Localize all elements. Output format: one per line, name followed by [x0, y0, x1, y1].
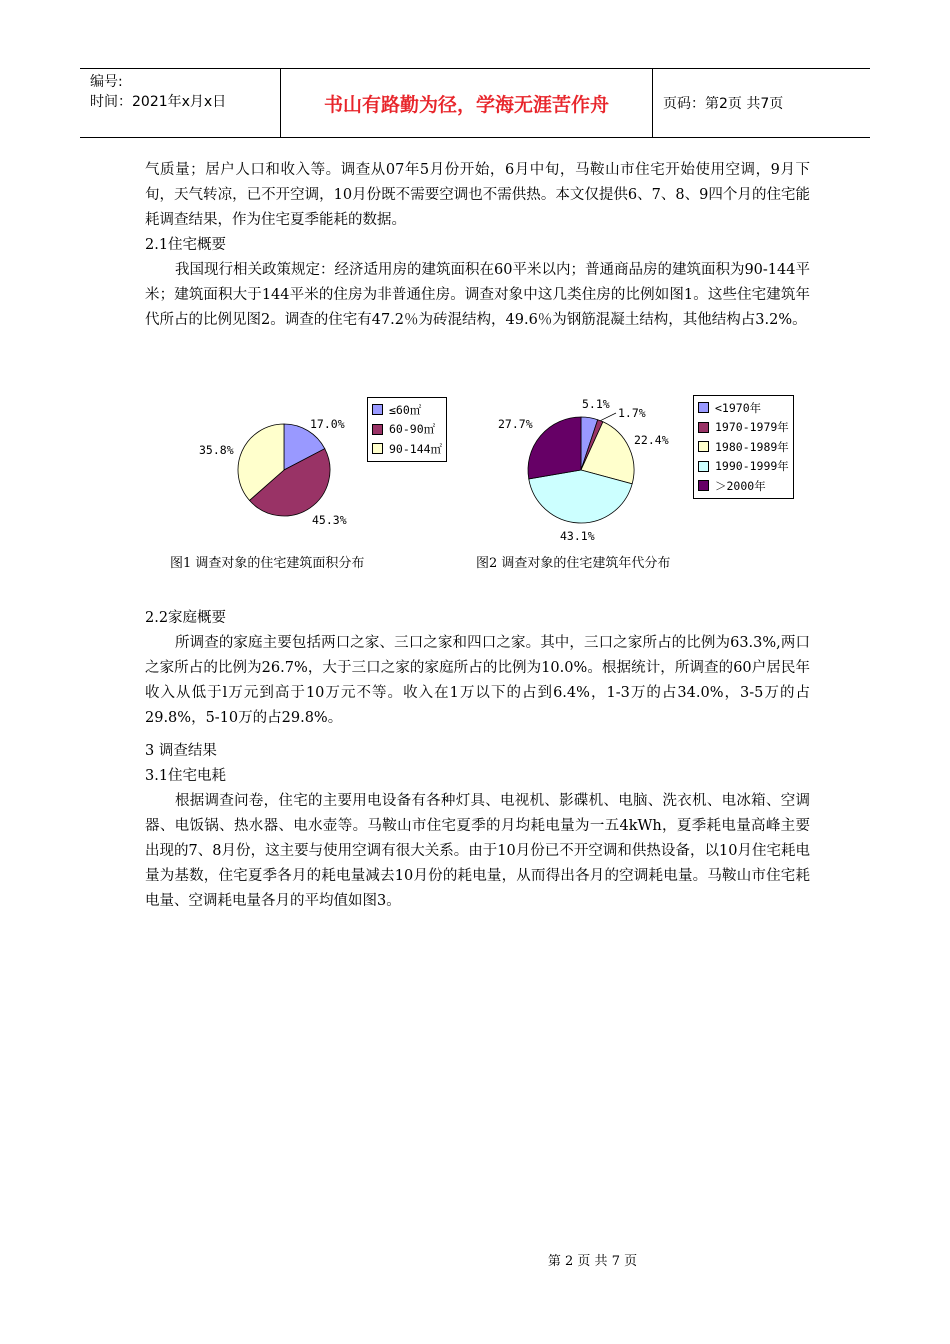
header-motto: 书山有路勤为径，学海无涯苦作舟: [281, 69, 653, 137]
section-2-2-heading: 2.2家庭概要: [145, 610, 227, 626]
chart-1-caption: 图1 调查对象的住宅建筑面积分布: [170, 556, 365, 571]
document-number-label: 编号:: [90, 74, 123, 90]
chart-2-legend-label: 1970-1979年: [715, 420, 789, 435]
chart-2-legend-item: [698, 476, 789, 496]
chart-1-legend-swatch: [372, 443, 383, 454]
header-page-info: 页码：第2页 共7页: [663, 96, 784, 112]
chart-1-legend: [367, 397, 447, 462]
chart-1-legend-item: [372, 439, 442, 459]
chart-2-legend-swatch: [698, 480, 709, 491]
chart-2: [488, 392, 808, 547]
chart-1-legend-label: 60-90㎡: [389, 422, 436, 437]
chart-2-leader-1: [600, 413, 616, 421]
chart-2-legend-swatch: [698, 461, 709, 472]
chart-2-legend-label: <1970年: [715, 400, 762, 415]
header-meta-cell: [80, 69, 281, 137]
chart-1-legend-label: ≤60㎡: [389, 402, 422, 417]
chart-2-data-label-4: 27.7%: [498, 417, 533, 431]
chart-2-legend-item: [698, 457, 789, 477]
chart-1-legend-label: 90-144㎡: [389, 441, 443, 456]
chart-2-pie: [488, 392, 693, 547]
chart-2-caption: 图2 调查对象的住宅建筑年代分布: [476, 556, 671, 571]
section-3-heading: 3 调查结果: [145, 743, 217, 759]
chart-2-legend-label: ＞2000年: [715, 478, 766, 493]
chart-2-legend-label: 1980-1989年: [715, 439, 789, 454]
chart-1-data-label-2: 35.8%: [199, 443, 234, 457]
section-3-1-heading: 3.1住宅电耗: [145, 768, 227, 784]
chart-2-legend-item: [698, 398, 789, 418]
chart-2-legend-swatch: [698, 441, 709, 452]
body-section: [145, 606, 810, 914]
section-3-1-paragraph: 根据调查问卷，住宅的主要用电设备有各种灯具、电视机、影碟机、电脑、洗衣机、电冰箱、空调器、电饭锅、热水器、电水壶等。马鞍山市住宅夏季的月均耗电量为一五4kWh，夏季耗电量高峰主要出现的7、8月份，这主要与使用空调有很大关系。由于10月份已不开空调和供热设备，以10月住宅耗电量为基数，住宅夏季各月的耗电量减去10月份的耗电量，从而得出各月的空调耗电量。马鞍山市住宅耗电量、空调耗电量各月的平均值如图3。: [145, 793, 811, 909]
chart-1-pie: [195, 392, 370, 542]
chart-1-legend-swatch: [372, 424, 383, 435]
chart-1: [195, 392, 465, 542]
page-footer: 第 2 页 共 7 页: [547, 1254, 638, 1269]
chart-2-legend-item: [698, 418, 789, 438]
chart-2-legend-swatch: [698, 422, 709, 433]
chart-2-legend-item: [698, 437, 789, 457]
chart-1-legend-item: [372, 400, 442, 420]
chart-2-data-label-1: 1.7%: [618, 406, 646, 420]
chart-2-data-label-0: 5.1%: [582, 397, 610, 411]
chart-2-data-label-2: 22.4%: [634, 433, 669, 447]
chart-2-data-label-3: 43.1%: [560, 529, 595, 543]
chart-2-legend-swatch: [698, 402, 709, 413]
section-2-2-paragraph: 所调查的家庭主要包括两口之家、三口之家和四口之家。其中，三口之家所占的比例为63.3%,两口之家所占的比例为26.7%，大于三口之家的家庭所占的比例为10.0%。根据统计，所调查的60户居民年收入从低于l万元到高于10万元不等。收入在1万以下的占到6.4%，1-3万的占34.0%，3-5万的占29.8%，5-10万的占29.8%。: [145, 635, 810, 726]
chart-2-slice-4: [528, 417, 581, 479]
chart-1-legend-item: [372, 420, 442, 440]
intro-paragraph: 气质量；居户人口和收入等。调查从07年5月份开始，6月中旬，马鞍山市住宅开始使用空调，9月下旬，天气转凉，已不开空调，10月份既不需要空调也不需供热。本文仅提供6、7、8、9四个月的住宅能耗调查结果，作为住宅夏季能耗的数据。: [145, 162, 810, 228]
section-2-1-heading: 2.1住宅概要: [145, 237, 227, 253]
date-label: 时间：2021年x月x日: [90, 94, 227, 110]
chart-1-data-label-1: 45.3%: [312, 513, 347, 527]
section-2-1-paragraph: 我国现行相关政策规定：经济适用房的建筑面积在60平米以内；普通商品房的建筑面积为90-144平米；建筑面积大于144平米的住房为非普通住房。调查对象中这几类住房的比例如图1。这些住宅建筑年代所占的比例见图2。调查的住宅有47.2％为砖混结构，49.6％为钢筋混凝土结构，其他结构占3.2%。: [145, 262, 810, 328]
chart-2-legend: [693, 395, 794, 499]
page-header: [80, 68, 870, 138]
intro-section: [145, 158, 810, 333]
chart-2-legend-label: 1990-1999年: [715, 459, 789, 474]
chart-1-data-label-0: 17.0%: [310, 417, 345, 431]
chart-1-legend-swatch: [372, 404, 383, 415]
